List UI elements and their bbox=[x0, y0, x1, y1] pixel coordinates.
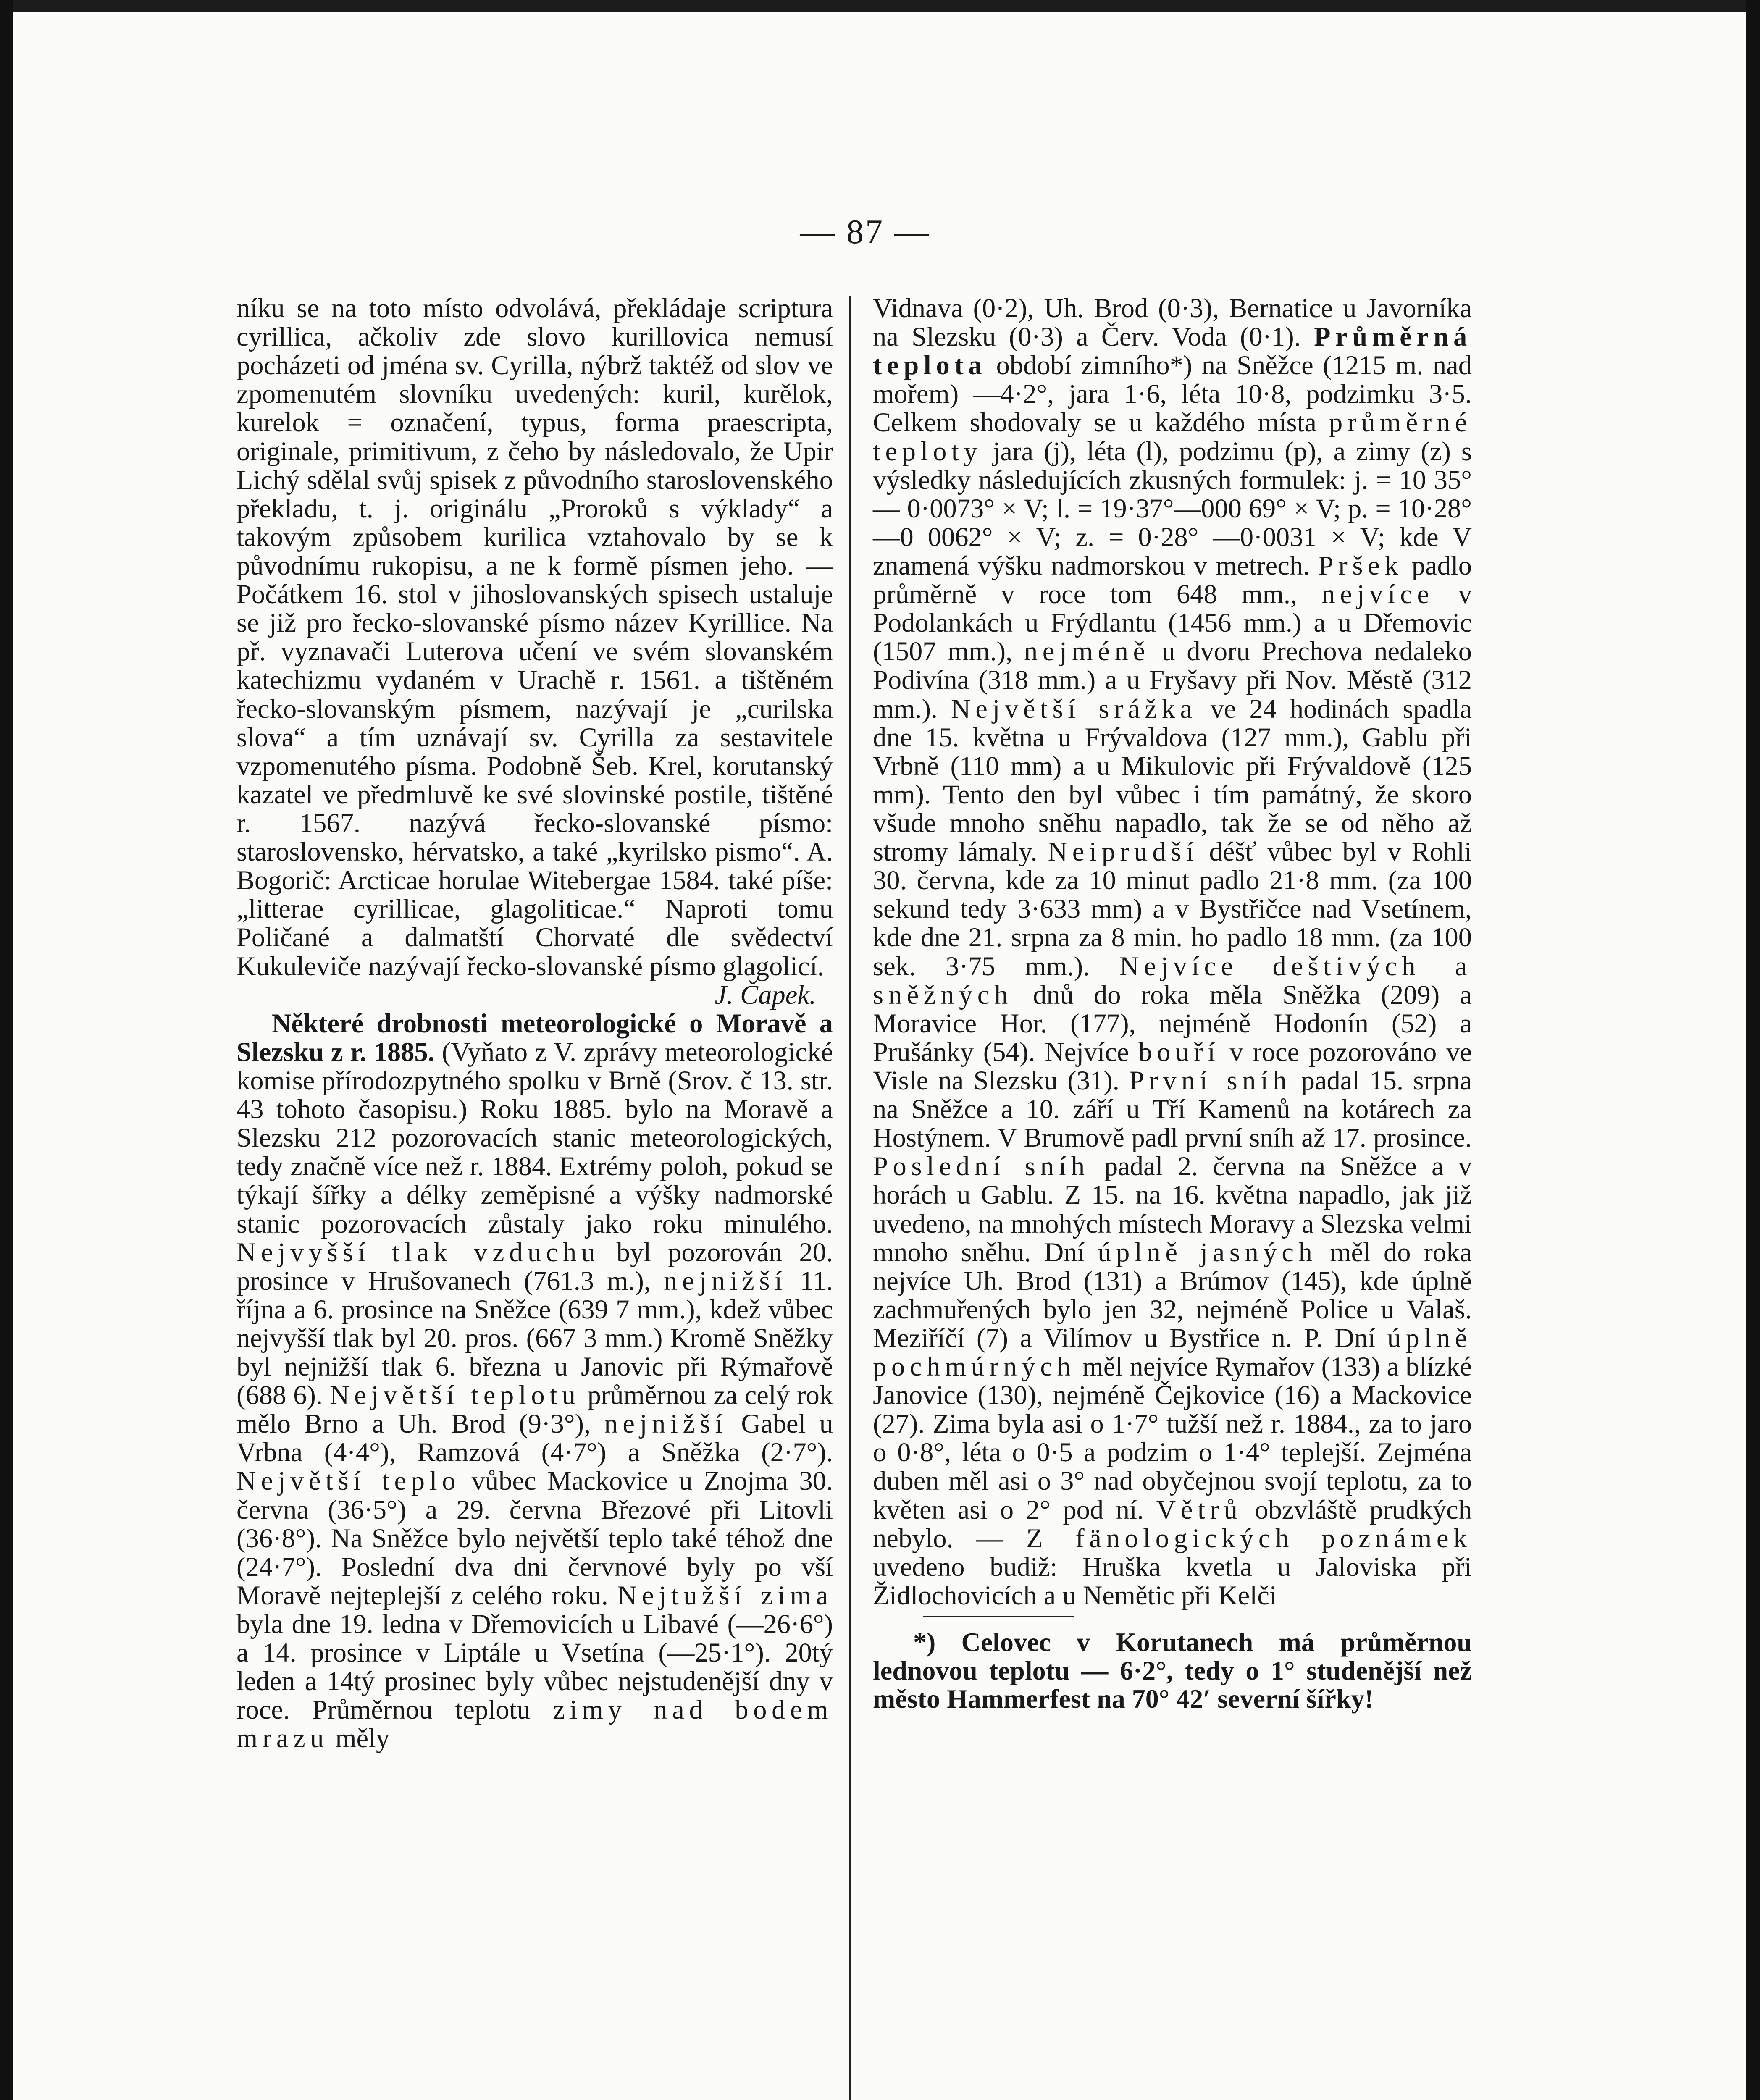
spaced-term: Průměrná teplota bbox=[873, 322, 1472, 381]
spaced-term: Největší teplo bbox=[236, 1466, 461, 1496]
text-run: uvedeno budiž: Hruška kvetla u Jaloviska při Židlochovicích a u Nemětic při Kelči bbox=[873, 1551, 1472, 1610]
spaced-term: Poslední sníh bbox=[873, 1151, 1090, 1181]
spaced-term: Z fänologických poznámek bbox=[1026, 1523, 1472, 1553]
text-run: období zimního*) na Sněžce (1215 m. nad mořem) —4·2°, jara 1·6, léta 10·8, podzimku 3·5. Celkem shodovaly se u každého místa bbox=[873, 350, 1472, 438]
page-number: — 87 — bbox=[800, 213, 931, 251]
text-run: (Vyňato z V. zprávy meteorologické komise přírodozpytného spolku v Brně (Srov. č 13. str. 43 tohoto časopisu.) Roku 1885. bylo na Moravě a Slezsku 212 pozorovacích stanic meteorologických, tedy značně více než r. 1884. Extrémy poloh, pokud se týkají šířky a délky zeměpisné a výšky nadmorské stanic pozorovacích zůstaly jako roku minulého. bbox=[236, 1037, 833, 1239]
spaced-term: nejvíce bbox=[1321, 579, 1434, 609]
spaced-term: Největší srážka bbox=[951, 693, 1197, 724]
text-run: obzvláště prudkých nebylo. — bbox=[873, 1494, 1472, 1553]
spaced-term: Největší teplotu bbox=[329, 1380, 581, 1410]
spaced-term: Neiprudší bbox=[1048, 837, 1199, 867]
spaced-term: nejnižší bbox=[604, 1409, 728, 1439]
right-column bbox=[873, 294, 1472, 1713]
text-run: průměrnou za celý rok mělo Brno a Uh. Brod (9·3°), bbox=[236, 1380, 833, 1439]
spaced-term: Nejtužší zima bbox=[617, 1580, 833, 1610]
spaced-term: Pršek bbox=[1318, 550, 1403, 580]
right-paragraph bbox=[873, 294, 1472, 1610]
text-run: v roce pozorováno ve Visle na Slezsku (31). bbox=[873, 1037, 1472, 1095]
text-run: měl do roka nejvíce Uh. Brod (131) a Brúmov (145), kde úplně zachmuřených bylo jen 32, nejméně Police u Valaš. Meziříčí (7) a Vilímov u Bystřice n. P. Dní bbox=[873, 1237, 1472, 1353]
text-run: vůbec Mackovice u Znojma 30. června (36·5°) a 29. června Březové při Litovli (36·8°). Na Sněžce bylo největší teplo také téhož dne (24·7°). Poslední dva dni červnové byly po vší Moravě nejteplejší z celého roku. bbox=[236, 1466, 833, 1610]
spaced-term: První sníh bbox=[1129, 1065, 1292, 1095]
text-run: Gabel u Vrbna (4·4°), Ramzová (4·7°) a Sněžka (2·7°). bbox=[236, 1409, 833, 1467]
footnote-rule bbox=[923, 1616, 1074, 1617]
left-paragraph-1: níku se na toto místo odvolává, překládaje scriptura cyrillica, ačkoliv zde slovo kurillovica nemusí pocházeti od jména sv. Cyrilla, nýbrž taktéž od slov ve zpomenutém slovníku uvedených: kuril, kurělok, kurelok = označení, typus, forma praescripta, originale, primitivum, z čeho by následovalo, že Upir Lichý sdělal svůj spisek z původního staroslovenského překladu, t. j. originálu „Proroků s výklady“ a takovým způsobem kurilica vztahovalo by se k původnímu rukopisu, a ne k formě písmen jeho. — Počátkem 16. stol v jihoslovanských spisech ustaluje se již pro řecko-slovanské písmo název Kyrillice. Na př. vyznavači Luterova učení ve svém slovanském katechizmu vydaném v Urachě r. 1561. a tištěném řecko-slovanským písmem, nazývají je „curilska slova“ a tím uznávají sv. Cyrilla za sestavitele vzpomenutého písma. Podobně Šeb. Krel, korutanský kazatel ve předmluvě ke své slovinské postile, tištěné r. 1567. nazývá řecko-slovanské písmo: staroslovensko, hérvatsko, a také „kyrilsko pismo“. A. Bogorič: Arcticae horulae Witebergae 1584. také píše: „litterae cyrillicae, glagoliticae.“ Naproti tomu Poličané a dalmatští Chorvaté dle svědectví Kukuleviče nazývají řecko-slovanské písmo glagolicí. bbox=[236, 293, 833, 981]
spaced-term: zimy nad bodem mrazu bbox=[236, 1695, 833, 1754]
spaced-term: Nejvíce deštivých a sněžných bbox=[873, 951, 1472, 1010]
spaced-term: Větrů bbox=[1156, 1494, 1243, 1525]
spaced-term: nejméně bbox=[1024, 636, 1150, 667]
text-run: u dvoru Prechova nedaleko Podivína (318 mm.) a u Fryšavy při Nov. Městě (312 mm.). bbox=[873, 636, 1472, 724]
spaced-term: úplně jasných bbox=[1098, 1237, 1317, 1267]
scan-edge-top bbox=[0, 0, 1760, 12]
text-run: byla dne 19. ledna v Dřemovicích u Libavé (—26·6°) a 14. prosince v Liptále u Vsetína (—25·1°). 20tý leden a 14tý prosinec byly vůbec nejstudenější dny v roce. Průměrnou teplotu bbox=[236, 1609, 833, 1725]
column-divider bbox=[849, 296, 851, 2100]
spaced-term: průměrné teploty bbox=[873, 407, 1472, 466]
text-run: ve 24 hodinách spadla dne 15. května u Frývaldova (127 mm.), Gablu při Vrbně (110 mm) a u Mikulovic při Frývaldově (125 mm). Tento den byl vůbec i tím památný, že skoro všude mnoho sněhu napadlo, tak že se od něho až stromy lámaly. bbox=[873, 693, 1472, 867]
text-run: jara (j), léta (l), podzimu (p), a zimy (z) s výsledky následujících zkusných formulek: j. = 10 35°— 0·0073° × V; l. = 19·37°—000 69° × V; p. = 10·28°—0 0062° × V; z. = 0·28° —0·0031 × V; kde V znamená výšku nadmorskou v metrech. bbox=[873, 436, 1472, 580]
spaced-term: nejnižší bbox=[664, 1265, 787, 1296]
author-signature: J. Čapek. bbox=[715, 979, 816, 1010]
article-paragraph bbox=[236, 1009, 833, 1753]
text-run: Vidnava (0·2), Uh. Brod (0·3), Bernatice u Javorníka na Slezsku (0·3) a Červ. Voda (0·1). bbox=[873, 293, 1472, 352]
text-run: v Podolankách u Frýdlantu (1456 mm.) a u Dřemovic (1507 mm.), bbox=[873, 579, 1472, 667]
text-run: 11. října a 6. prosince na Sněžce (639 7 mm.), kdež vůbec nejvyšší tlak byl 20. pros. (667 3 mm.) Kromě Sněžky byl nejnižší tlak 6. března u Janovic při Rýmařově (688 6). bbox=[236, 1265, 833, 1410]
left-column bbox=[236, 294, 833, 1753]
spaced-term: úplně pochmúrných bbox=[873, 1323, 1472, 1382]
text-run: měly bbox=[328, 1723, 390, 1754]
text-run: dnů do roka měla Sněžka (209) a Moravice Hor. (177), nejméně Hodonín (52) a Prušánky (54). Nejvíce bbox=[873, 979, 1472, 1067]
text-run: byl pozorován 20. prosince v Hrušovanech (761.3 m.), bbox=[236, 1237, 833, 1296]
text-run: měl nejvíce Rymařov (133) a blízké Janovice (130), nejméně Čejkovice (16) a Mackovice (27). Zima byla asi o 1·7° tužší než r. 1884., za to jaro o 0·8°, léta o 0·5 a podzim o 1·4° teplejší. Zejména duben měl asi o 3° nad obyčejnou svojí teplotu, za to květen asi o 2° pod ní. bbox=[873, 1352, 1472, 1525]
spaced-term: Nejvyšší tlak vzduchu bbox=[236, 1237, 600, 1267]
spaced-term: bouří bbox=[1138, 1037, 1220, 1067]
text-run: padal 2. června na Sněžce a v horách u Gablu. Z 15. na 16. května napadlo, jak již uvedeno, na mnohých místech Moravy a Slezska velmi mnoho sněhu. Dní bbox=[873, 1151, 1472, 1267]
scan-edge-right bbox=[1746, 0, 1760, 2100]
text-run: padal 15. srpna na Sněžce a 10. září u Tří Kamenů na kotárech za Hostýnem. V Brumově padl první sníh až 17. prosince. bbox=[873, 1065, 1472, 1153]
scan-edge-left bbox=[0, 0, 13, 2100]
article-title: Některé drobnosti meteorologické o Moravě a Slezsku z r. 1885. bbox=[236, 1008, 833, 1067]
text-run: déšť vůbec byl v Rohli 30. června, kde za 10 minut padlo 21·8 mm. (za 100 sekund tedy 3·633 mm) a v Bystřičce nad Vsetínem, kde dne 21. srpna za 8 min. ho padlo 18 mm. (za 100 sek. 3·75 mm.). bbox=[873, 837, 1472, 981]
footnote: *) Celovec v Korutanech má průměrnou lednovou teplotu — 6·2°, tedy o 1° studenější než město Hammerfest na 70° 42′ severní šířky! bbox=[873, 1627, 1472, 1714]
text-run: padlo průměrně v roce tom 648 mm., bbox=[873, 550, 1472, 609]
